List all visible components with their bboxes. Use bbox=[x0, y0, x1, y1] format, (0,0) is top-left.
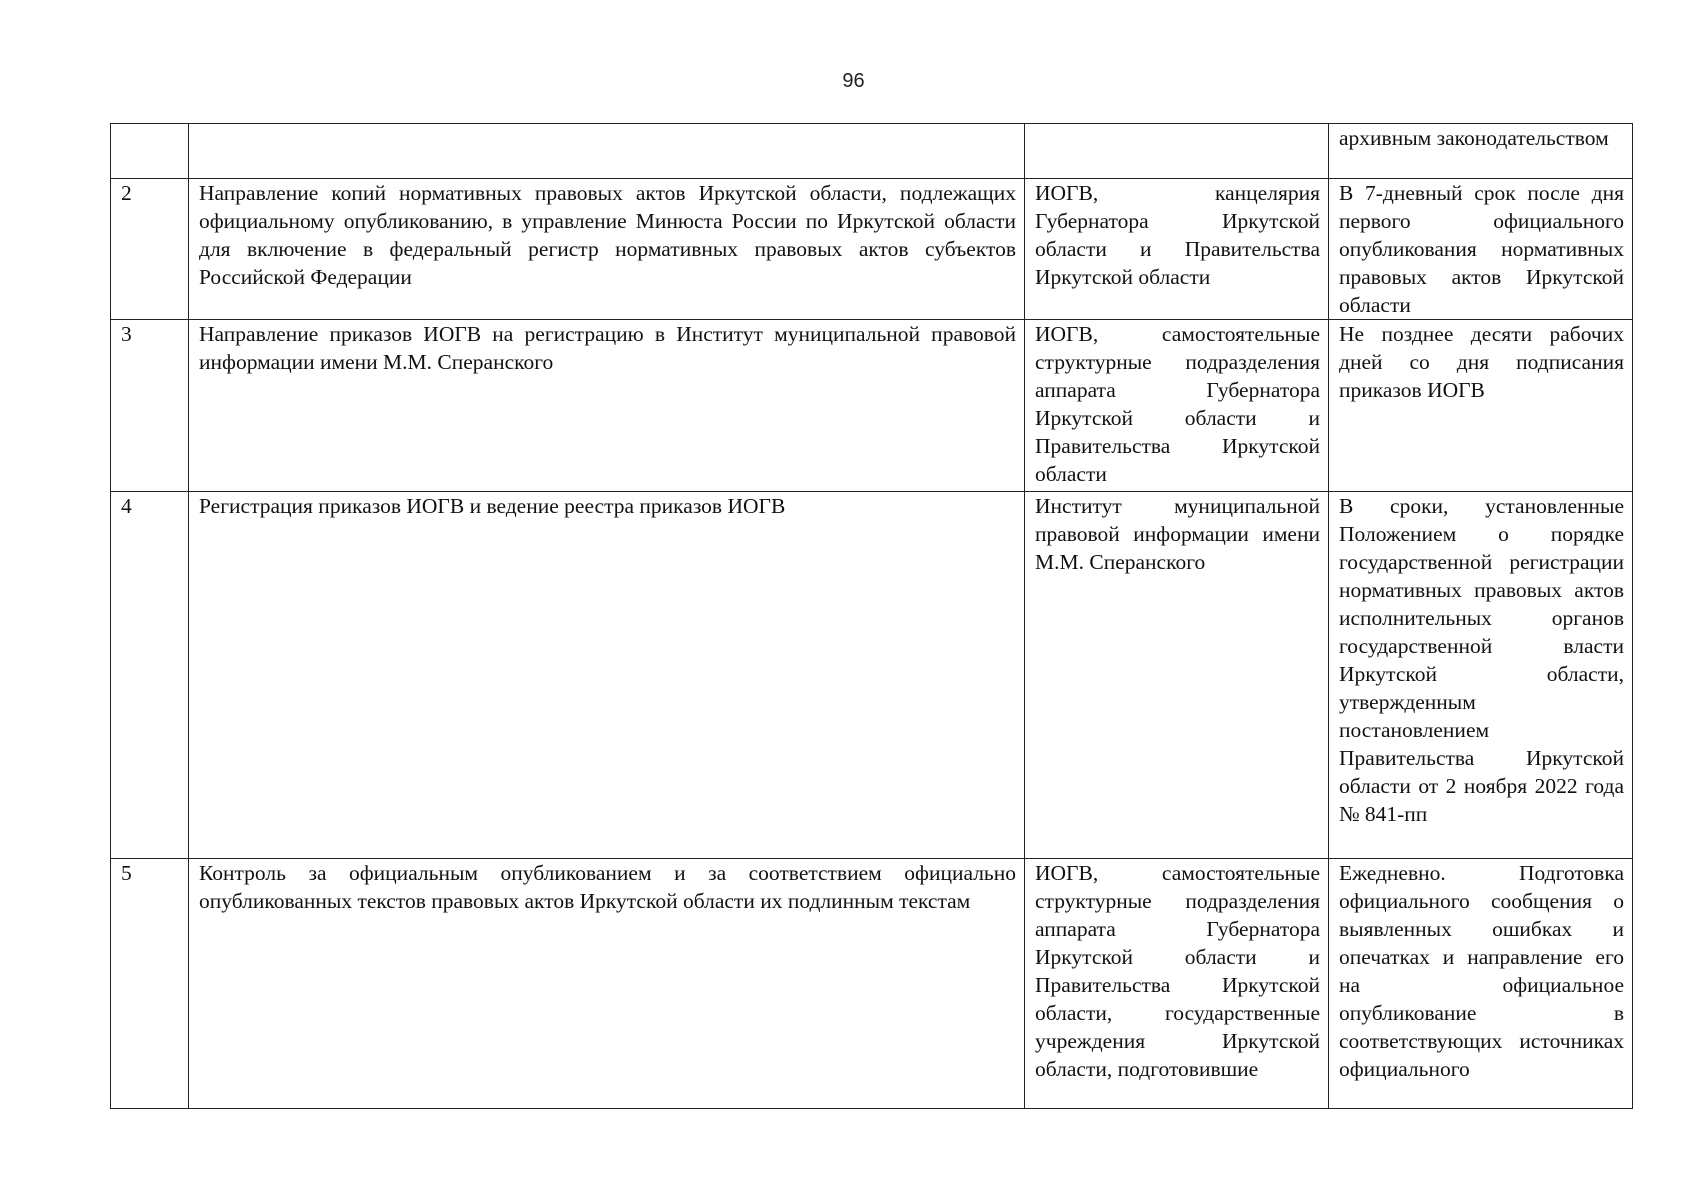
measures-table bbox=[110, 123, 1633, 1109]
measure-cell: Направление копий нормативных правовых актов Иркутской области, подлежащих официальному опубликованию, в управление Минюста России по Иркутской области для включение в федеральный регистр нормативных правовых актов субъектов Российской Федерации bbox=[189, 179, 1025, 320]
page-number: 96 bbox=[842, 70, 865, 92]
table-row bbox=[111, 320, 1633, 492]
executor-cell: ИОГВ, самостоятельные структурные подразделения аппарата Губернатора Иркутской области и Правительства Иркутской области bbox=[1025, 320, 1329, 492]
term-cell: архивным законодательством bbox=[1329, 124, 1633, 179]
table-row bbox=[111, 124, 1633, 179]
term-cell: В 7-дневный срок после дня первого официального опубликования нормативных правовых актов Иркутской области bbox=[1329, 179, 1633, 320]
measure-cell: Регистрация приказов ИОГВ и ведение реестра приказов ИОГВ bbox=[189, 492, 1025, 859]
table-row bbox=[111, 859, 1633, 1109]
term-cell: Ежедневно. Подготовка официального сообщения о выявленных ошибках и опечатках и направление его на официальное опубликование в соответствующих источниках официального bbox=[1329, 859, 1633, 1109]
measure-cell bbox=[189, 124, 1025, 179]
measure-cell: Контроль за официальным опубликованием и за соответствием официально опубликованных текстов правовых актов Иркутской области их подлинным текстам bbox=[189, 859, 1025, 1109]
executor-cell bbox=[1025, 124, 1329, 179]
row-number-cell bbox=[111, 124, 189, 179]
row-number-cell: 4 bbox=[111, 492, 189, 859]
table-row bbox=[111, 179, 1633, 320]
table-row bbox=[111, 492, 1633, 859]
term-cell: В сроки, установленные Положением о порядке государственной регистрации нормативных правовых актов исполнительных органов государственной власти Иркутской области, утвержденным постановлением Правительства Иркутской области от 2 ноября 2022 года № 841-пп bbox=[1329, 492, 1633, 859]
term-cell: Не позднее десяти рабочих дней со дня подписания приказов ИОГВ bbox=[1329, 320, 1633, 492]
row-number-cell: 2 bbox=[111, 179, 189, 320]
measure-cell: Направление приказов ИОГВ на регистрацию в Институт муниципальной правовой информации имени М.М. Сперанского bbox=[189, 320, 1025, 492]
row-number-cell: 3 bbox=[111, 320, 189, 492]
executor-cell: ИОГВ, самостоятельные структурные подразделения аппарата Губернатора Иркутской области и Правительства Иркутской области, государственные учреждения Иркутской области, подготовившие bbox=[1025, 859, 1329, 1109]
row-number-cell: 5 bbox=[111, 859, 189, 1109]
executor-cell: Институт муниципальной правовой информации имени М.М. Сперанского bbox=[1025, 492, 1329, 859]
executor-cell: ИОГВ, канцелярия Губернатора Иркутской области и Правительства Иркутской области bbox=[1025, 179, 1329, 320]
